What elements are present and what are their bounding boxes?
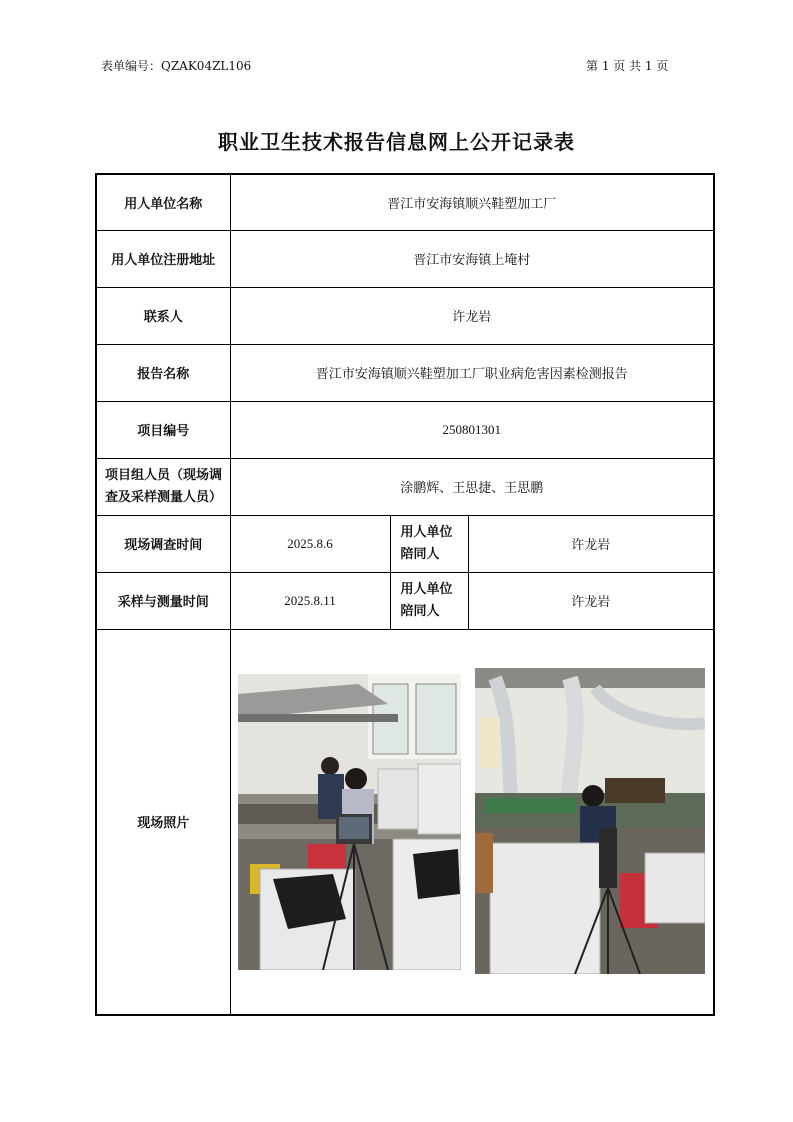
survey-escort-value: 许龙岩 <box>468 515 714 572</box>
sampling-time-value: 2025.8.11 <box>230 572 390 629</box>
table-row <box>96 401 714 458</box>
table-row <box>96 458 714 515</box>
survey-escort-label: 用人单位陪同人 <box>390 515 468 572</box>
sampling-escort-label: 用人单位陪同人 <box>390 572 468 629</box>
table-row <box>96 344 714 401</box>
team-value: 涂鹏辉、王思捷、王思鹏 <box>230 458 714 515</box>
sampling-time-label: 采样与测量时间 <box>96 572 230 629</box>
site-photo-2 <box>475 668 705 974</box>
table-row <box>96 230 714 287</box>
table-row <box>96 287 714 344</box>
table-row <box>96 174 714 230</box>
survey-time-value: 2025.8.6 <box>230 515 390 572</box>
employer-address-label: 用人单位注册地址 <box>96 230 230 287</box>
record-table <box>95 173 715 1016</box>
table-row <box>96 629 714 1015</box>
photos-cell <box>230 629 714 1015</box>
report-name-value: 晋江市安海镇顺兴鞋塑加工厂职业病危害因素检测报告 <box>230 344 714 401</box>
employer-address-value: 晋江市安海镇上埯村 <box>230 230 714 287</box>
contact-label: 联系人 <box>96 287 230 344</box>
project-no-label: 项目编号 <box>96 401 230 458</box>
table-row <box>96 515 714 572</box>
report-name-label: 报告名称 <box>96 344 230 401</box>
survey-time-label: 现场调查时间 <box>96 515 230 572</box>
project-no-value: 250801301 <box>230 401 714 458</box>
contact-value: 许龙岩 <box>230 287 714 344</box>
page-title: 职业卫生技术报告信息网上公开记录表 <box>218 130 575 154</box>
table-row <box>96 572 714 629</box>
site-photo-1 <box>238 674 461 970</box>
photos-label: 现场照片 <box>96 629 230 1015</box>
employer-name-label: 用人单位名称 <box>96 174 230 230</box>
page-info: 第 1 页 共 1 页 <box>586 59 669 73</box>
sampling-escort-value: 许龙岩 <box>468 572 714 629</box>
form-number: 表单编号：QZAK04ZL106 <box>101 59 252 73</box>
team-label: 项目组人员（现场调查及采样测量人员） <box>96 458 230 515</box>
employer-name-value: 晋江市安海镇顺兴鞋塑加工厂 <box>230 174 714 230</box>
